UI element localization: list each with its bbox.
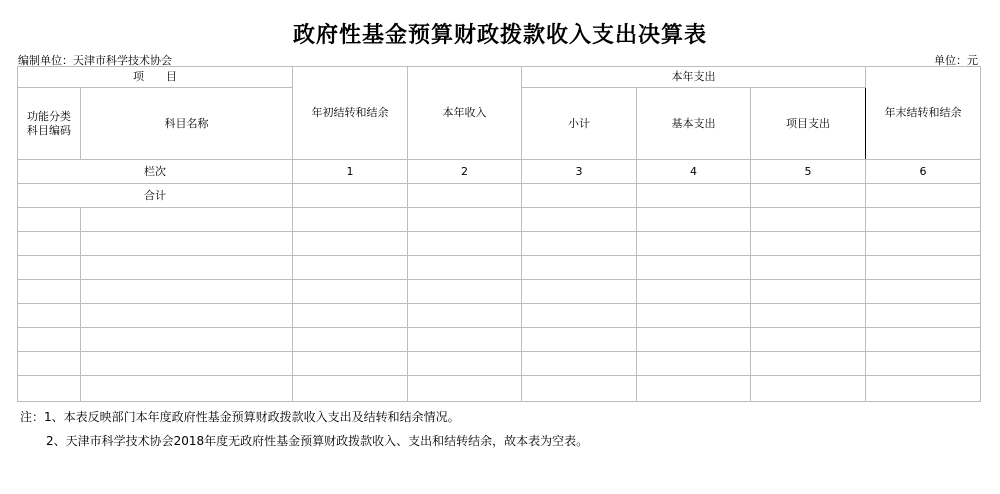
- table-cell: [637, 232, 751, 256]
- func-code-header: 功能分类 科目编码: [18, 88, 81, 160]
- table-cell: [866, 256, 981, 280]
- table-cell: [637, 376, 751, 402]
- table-cell: [18, 376, 81, 402]
- table-row: [18, 256, 981, 280]
- table-cell: [751, 232, 866, 256]
- index-row: [18, 160, 981, 184]
- project-expense-header: 项目支出: [751, 88, 866, 160]
- note-line-1: 注：1、本表反映部门本年度政府性基金预算财政拨款收入支出及结转和结余情况。: [20, 410, 460, 424]
- table-cell: [637, 304, 751, 328]
- table-cell: [637, 184, 751, 208]
- table-cell: [293, 328, 408, 352]
- col-number: 2: [408, 160, 522, 184]
- table-cell: [522, 256, 637, 280]
- table-cell: [293, 208, 408, 232]
- table-cell: [81, 304, 293, 328]
- table-cell: [866, 376, 981, 402]
- table-cell: [18, 328, 81, 352]
- table-cell: [522, 376, 637, 402]
- table-cell: [751, 208, 866, 232]
- table-cell: [81, 208, 293, 232]
- table-cell: [866, 184, 981, 208]
- table-cell: [866, 304, 981, 328]
- row-index-label: 栏次: [18, 160, 293, 184]
- table-cell: [408, 232, 522, 256]
- table-cell: [522, 328, 637, 352]
- table-cell: [866, 232, 981, 256]
- table-cell: [522, 208, 637, 232]
- table-cell: [637, 256, 751, 280]
- table-cell: [81, 352, 293, 376]
- begin-balance-header: 年初结转和结余: [293, 67, 408, 160]
- table-cell: [522, 352, 637, 376]
- table-cell: [293, 184, 408, 208]
- subtotal-header: 小计: [522, 88, 637, 160]
- table-cell: [81, 256, 293, 280]
- table-cell: [408, 304, 522, 328]
- table-cell: [408, 208, 522, 232]
- table-cell: [18, 256, 81, 280]
- table-cell: [637, 208, 751, 232]
- table-cell: [293, 304, 408, 328]
- table-cell: [408, 352, 522, 376]
- table-cell: [81, 280, 293, 304]
- table-cell: [18, 232, 81, 256]
- table-cell: [293, 232, 408, 256]
- table-cell: [293, 256, 408, 280]
- table-cell: [866, 352, 981, 376]
- table-row: [18, 232, 981, 256]
- subject-name-header: 科目名称: [81, 88, 293, 160]
- table-cell: [408, 376, 522, 402]
- table-cell: [751, 184, 866, 208]
- table-cell: [751, 352, 866, 376]
- table-cell: [293, 352, 408, 376]
- col-number: 4: [637, 160, 751, 184]
- table-cell: [866, 328, 981, 352]
- table-cell: [522, 304, 637, 328]
- budget-table: [17, 66, 981, 402]
- table-cell: [637, 328, 751, 352]
- total-row: [18, 184, 981, 208]
- table-cell: [751, 304, 866, 328]
- table-cell: [293, 280, 408, 304]
- table-cell: [751, 376, 866, 402]
- table-row: [18, 376, 981, 402]
- basic-expense-header: 基本支出: [637, 88, 751, 160]
- table-cell: [522, 280, 637, 304]
- table-cell: [408, 280, 522, 304]
- table-cell: [522, 184, 637, 208]
- table-cell: [408, 328, 522, 352]
- col-number: 6: [866, 160, 981, 184]
- table-cell: [81, 376, 293, 402]
- currency-unit-label: 单位：元: [934, 54, 978, 67]
- table-cell: [751, 256, 866, 280]
- table-cell: [408, 184, 522, 208]
- table-cell: [81, 232, 293, 256]
- table-cell: [866, 280, 981, 304]
- expense-group-header: 本年支出: [522, 67, 866, 88]
- table-cell: [18, 352, 81, 376]
- table-cell: [866, 208, 981, 232]
- col-number: 3: [522, 160, 637, 184]
- organization-label: 编制单位：天津市科学技术协会: [18, 54, 172, 67]
- note-line-2: 2、天津市科学技术协会2018年度无政府性基金预算财政拨款收入、支出和结转结余，故本表为空表。: [46, 434, 589, 448]
- table-cell: [637, 352, 751, 376]
- notes: [20, 405, 588, 453]
- table-cell: [522, 232, 637, 256]
- table-row: [18, 304, 981, 328]
- table-row: [18, 328, 981, 352]
- table-row: [18, 352, 981, 376]
- table-cell: [18, 304, 81, 328]
- table-cell: [751, 328, 866, 352]
- table-cell: [18, 208, 81, 232]
- row-total-label: 合计: [18, 184, 293, 208]
- col-number: 5: [751, 160, 866, 184]
- table-cell: [81, 328, 293, 352]
- table-cell: [751, 280, 866, 304]
- table-cell: [408, 256, 522, 280]
- col-number: 1: [293, 160, 408, 184]
- table-row: [18, 280, 981, 304]
- end-balance-header: 年末结转和结余: [866, 67, 981, 160]
- table-cell: [637, 280, 751, 304]
- income-header: 本年收入: [408, 67, 522, 160]
- table-cell: [293, 376, 408, 402]
- table-cell: [18, 280, 81, 304]
- table-row: [18, 208, 981, 232]
- item-header: 项 目: [18, 67, 293, 88]
- page-title: 政府性基金预算财政拨款收入支出决算表: [292, 23, 707, 48]
